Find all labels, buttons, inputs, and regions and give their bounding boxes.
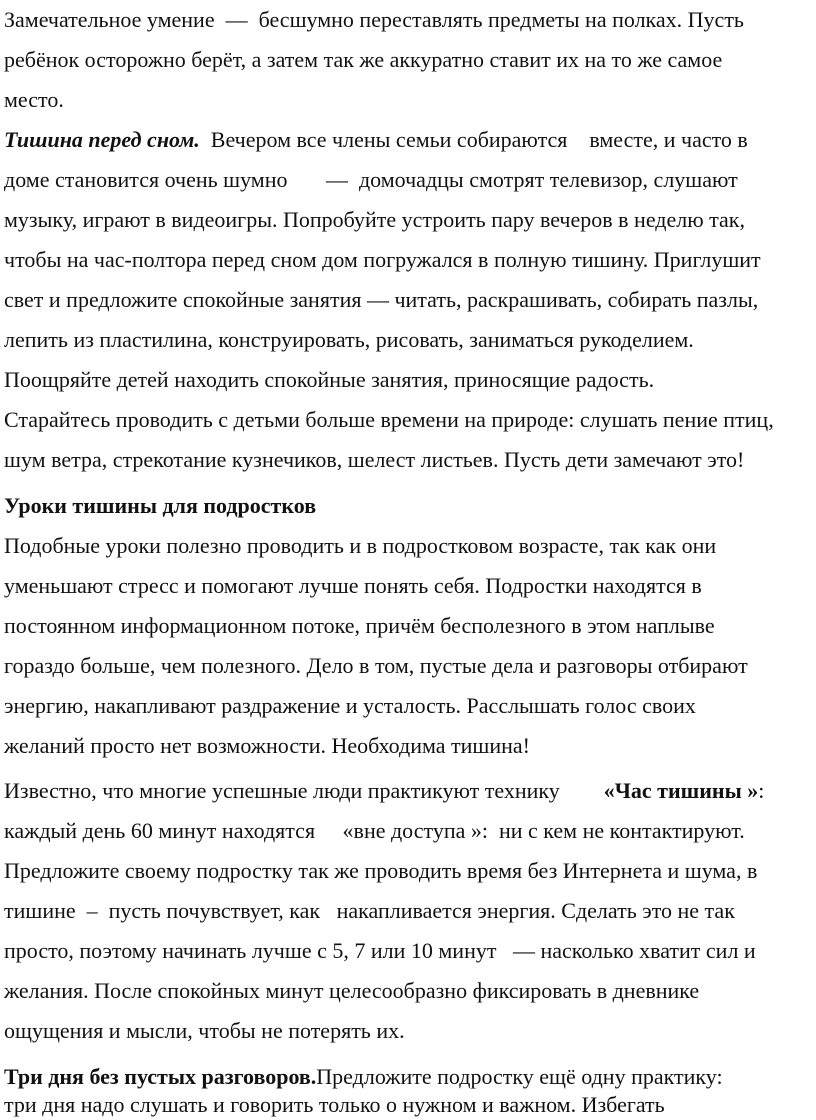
paragraph-line: Старайтесь проводить с детьми больше времени на природе: слушать пение птиц, bbox=[4, 407, 774, 432]
paragraph-text: Предложите подростку ещё одну практику: bbox=[316, 1064, 723, 1089]
paragraph-line: тишине – пусть почувствует, как накапливается энергия. Сделать это не так bbox=[4, 898, 735, 923]
paragraph-text: Известно, что многие успешные люди практикуют технику bbox=[4, 778, 604, 803]
paragraph-line: желания. После спокойных минут целесообразно фиксировать в дневнике bbox=[4, 978, 700, 1003]
section-heading: Уроки тишины для подростков bbox=[4, 493, 317, 518]
paragraph-line: доме становится очень шумно — домочадцы смотрят телевизор, слушают bbox=[4, 167, 738, 192]
paragraph-line: лепить из пластилина, конструировать, рисовать, заниматься рукоделием. bbox=[4, 327, 694, 352]
paragraph-line: чтобы на час-полтора перед сном дом погружался в полную тишину. Приглушит bbox=[4, 247, 761, 272]
paragraph-line bbox=[4, 1062, 723, 1092]
paragraph-line: постоянном информационном потоке, причём бесполезного в этом наплыве bbox=[4, 613, 715, 638]
paragraph-line: Поощряйте детей находить спокойные занятия, приносящие радость. bbox=[4, 367, 655, 392]
paragraph-text: Вечером все члены семьи собираются вместе, и часто в bbox=[199, 127, 748, 152]
paragraph-line: место. bbox=[4, 87, 64, 112]
subheading-three-days: Три дня без пустых разговоров. bbox=[4, 1064, 317, 1089]
paragraph-line: энергию, накапливают раздражение и усталость. Расслышать голос своих bbox=[4, 693, 696, 718]
paragraph-line: шум ветра, стрекотание кузнечиков, шелест листьев. Пусть дети замечают это! bbox=[4, 447, 745, 472]
paragraph-line: свет и предложите спокойные занятия — читать, раскрашивать, собирать пазлы, bbox=[4, 287, 759, 312]
paragraph-line: Предложите своему подростку так же проводить время без Интернета и шума, в bbox=[4, 858, 758, 883]
subheading-bedtime-silence: Тишина перед сном. bbox=[4, 127, 200, 152]
paragraph-line: каждый день 60 минут находятся «вне доступа »: ни с кем не контактируют. bbox=[4, 818, 745, 843]
paragraph-line: Подобные уроки полезно проводить и в подростковом возрасте, так как они bbox=[4, 533, 717, 558]
paragraph-line: ребёнок осторожно берёт, а затем так же аккуратно ставит их на то же самое bbox=[4, 47, 723, 72]
paragraph-line: просто, поэтому начинать лучше с 5, 7 или 10 минут — насколько хватит сил и bbox=[4, 938, 756, 963]
paragraph-line: музыку, играют в видеоигры. Попробуйте устроить пару вечеров в неделю так, bbox=[4, 207, 745, 232]
hour-of-silence-term: «Час тишины » bbox=[603, 778, 759, 803]
paragraph-line: желаний просто нет возможности. Необходима тишина! bbox=[4, 733, 530, 758]
paragraph-line: Замечательное умение — бесшумно переставлять предметы на полках. Пусть bbox=[4, 7, 744, 32]
paragraph-line: уменьшают стресс и помогают лучше понять себя. Подростки находятся в bbox=[4, 573, 702, 598]
subheading-line bbox=[4, 120, 748, 160]
paragraph-line: три дня надо слушать и говорить только о нужном и важном. Избегать bbox=[4, 1092, 665, 1117]
paragraph-line: ощущения и мысли, чтобы не потерять их. bbox=[4, 1018, 405, 1043]
paragraph-line: гораздо больше, чем полезного. Дело в том, пустые дела и разговоры отбирают bbox=[4, 653, 748, 678]
paragraph-line bbox=[4, 771, 764, 811]
paragraph-text: : bbox=[758, 778, 765, 803]
